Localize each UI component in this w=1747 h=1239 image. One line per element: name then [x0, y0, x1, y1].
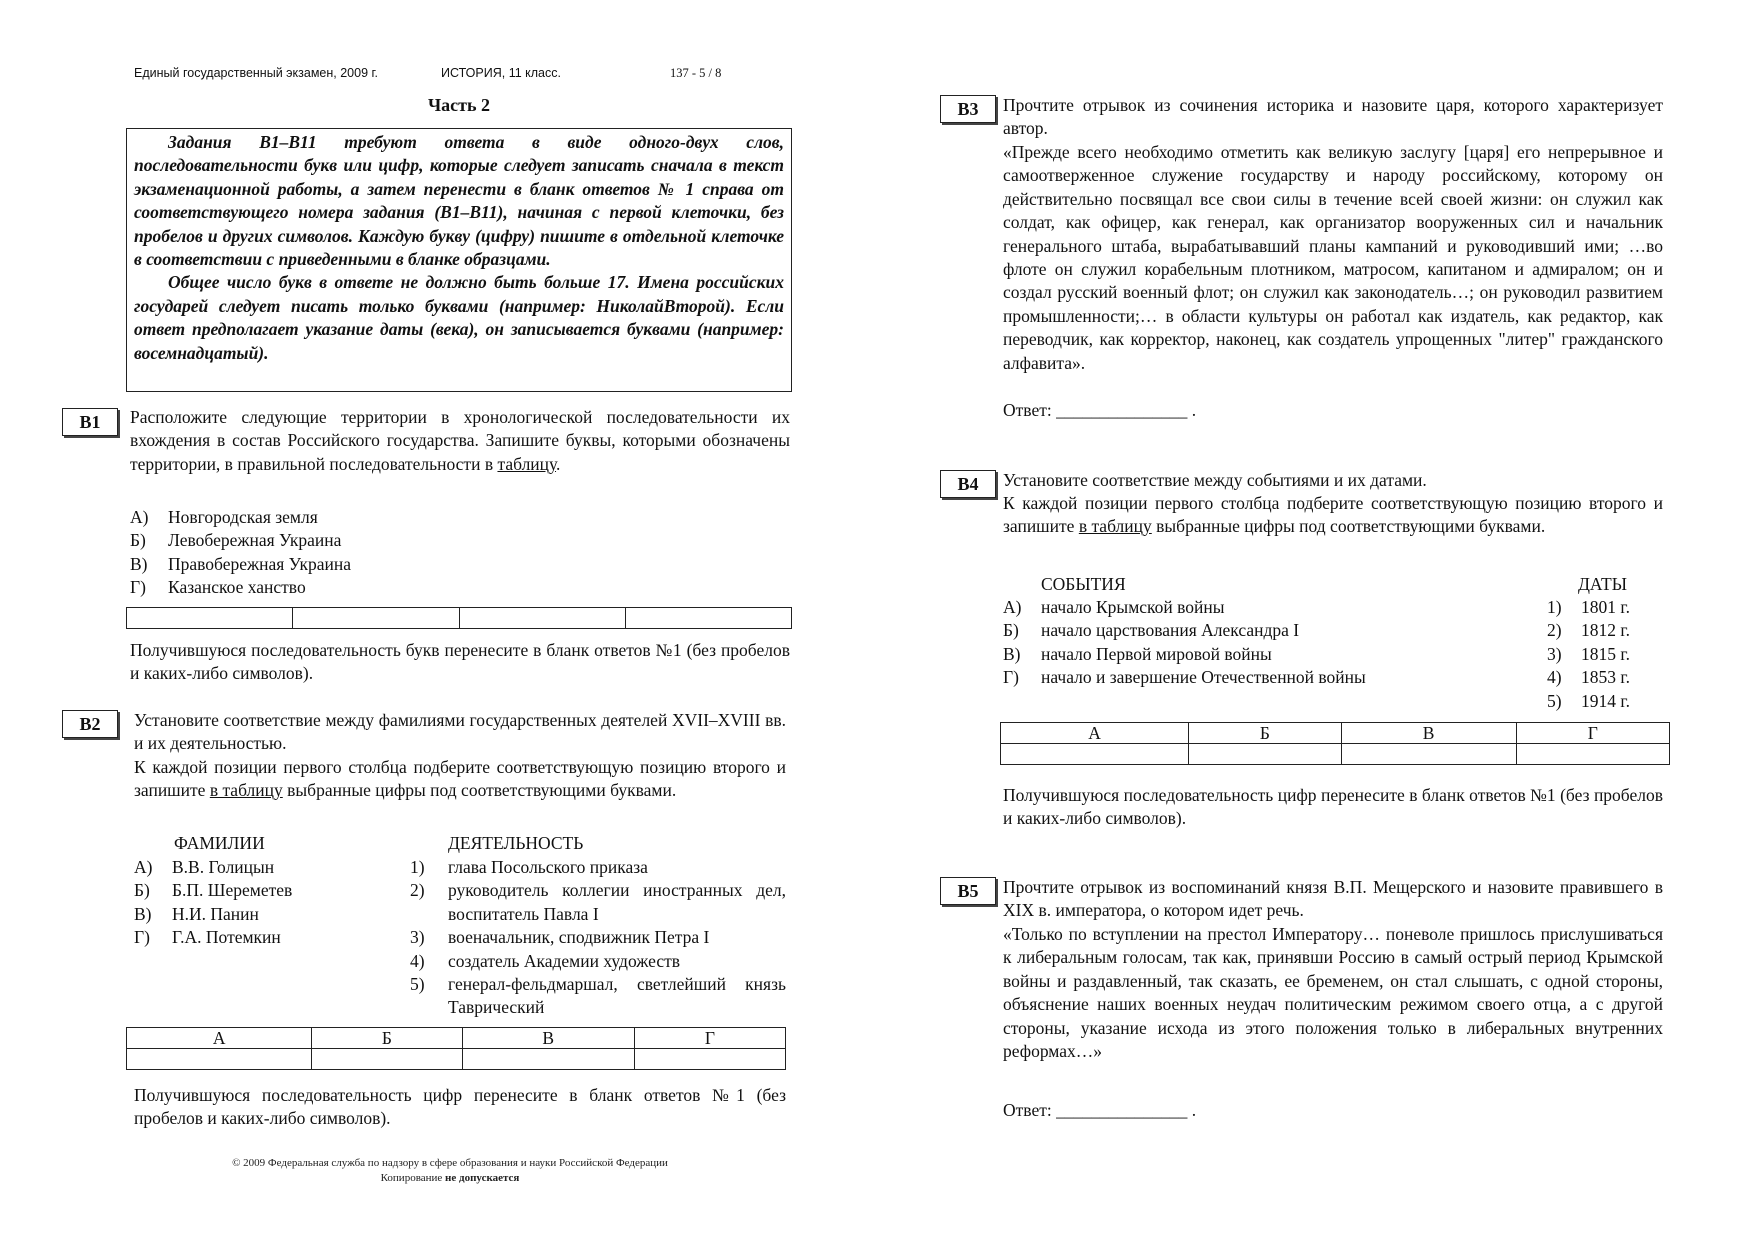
item-value: создатель Академии художеств — [448, 950, 681, 971]
header-page: 137 - 5 / 8 — [670, 66, 722, 80]
b4-instructions — [1003, 492, 1663, 539]
list-item — [1547, 596, 1667, 619]
item-value: 1801 г. — [1581, 597, 1630, 617]
answer-cell[interactable] — [634, 1049, 785, 1070]
item-key: 1) — [410, 857, 425, 877]
b2-table-link: в таблицу — [209, 780, 283, 801]
answer-cell[interactable] — [293, 608, 459, 629]
b2-names — [134, 856, 394, 950]
answer-cell[interactable] — [1189, 744, 1342, 765]
answer-cell[interactable] — [1341, 744, 1516, 765]
item-key: 5) — [410, 974, 425, 995]
list-item — [130, 553, 730, 576]
b1-text-end: . — [556, 453, 561, 474]
item-key: Г) — [1003, 667, 1019, 688]
b2-intro: Установите соответствие между фамилиями государственных деятелей XVII–XVIII вв. и их деятельностью. — [134, 710, 786, 754]
list-item — [410, 973, 786, 1020]
b5-intro: Прочтите отрывок из воспоминаний князя В.П. Мещерского и назовите правившего в XIX в. императора, о котором идет речь. — [1003, 877, 1663, 921]
b1-items — [130, 506, 730, 600]
item-key: 4) — [1547, 667, 1562, 688]
item-value: генерал-фельдмаршал, светлейший князь Таврический — [448, 974, 786, 1018]
list-item — [134, 903, 394, 926]
list-item — [130, 506, 730, 529]
item-key: Г) — [134, 927, 150, 948]
task-label-b3: В3 — [940, 95, 996, 123]
list-item — [130, 576, 730, 599]
item-value: руководитель коллегии иностранных дел, воспитатель Павла I — [448, 880, 786, 924]
b4-instr-text-end: выбранные цифры под соответствующими буквами. — [1151, 516, 1546, 537]
b4-col2-heading: ДАТЫ — [1578, 574, 1627, 594]
b2-instr-text-end: выбранные цифры под соответствующими буквами. — [282, 780, 677, 801]
b2-instructions — [134, 756, 786, 803]
part-title: Часть 2 — [427, 95, 491, 115]
list-item — [1003, 596, 1483, 619]
b3-answer — [1003, 399, 1196, 422]
table-header: В — [462, 1028, 634, 1049]
answer-cell[interactable] — [625, 608, 791, 629]
item-value: В.В. Голицын — [172, 857, 275, 877]
list-item — [410, 950, 786, 973]
item-key: 1) — [1547, 597, 1562, 617]
list-item — [134, 856, 394, 879]
item-key: Г) — [130, 577, 146, 598]
instructions-box — [126, 128, 792, 392]
b1-answer-table — [126, 607, 792, 629]
instructions-para-1: Задания В1–В11 требуют ответа в виде одного-двух слов, последовательности букв или цифр, которые следует записать сначала в текст экзаменационной работы, а затем перенести в бланк ответов № 1 справа от соответствующего номера задания (В1–В11), начиная с первой клеточки, без пробелов и других символов. Каждую букву (цифру) пишите в отдельной клеточке в соответствии с приведенными в бланке образцами. — [134, 132, 784, 270]
item-key: Б) — [130, 530, 146, 551]
item-value: 1812 г. — [1581, 620, 1630, 641]
item-value: Г.А. Потемкин — [172, 927, 281, 948]
task-label-b1: В1 — [62, 408, 118, 436]
answer-cell[interactable] — [127, 608, 293, 629]
list-item — [410, 926, 786, 949]
b4-intro: Установите соответствие между событиями и их датами. — [1003, 470, 1427, 490]
item-value: начало Первой мировой войны — [1041, 643, 1272, 664]
b2-answer-table — [126, 1027, 786, 1070]
b1-question — [130, 406, 790, 476]
b3-quote: «Прежде всего необходимо отметить как великую заслугу [царя] его непрерывное и самоотверженное служение государству и народу российскому, которому он действительно посвящал все свои силы в течение всей своей жизни: он служил как солдат, как офицер, как генерал, как организатор вооруженных сил и начальник генерального штаба, вырабатывавший планы кампаний и руководивший ими; …во флоте он служил корабельным плотником, матросом, капитаном и адмиралом; он и создал русский военный флот; он служил как законодатель…; он руководил развитием промышленности;… в области культуры он работал как издатель, как редактор, как переводчик, как корректор, наконец, как создатель упрощенных "литер" гражданского алфавита». — [1003, 142, 1663, 373]
item-value: начало и завершение Отечественной войны — [1041, 667, 1366, 688]
b3-intro: Прочтите отрывок из сочинения историка и назовите царя, которого характеризует автор. — [1003, 95, 1663, 139]
b2-note: Получившуюся последовательность цифр перенесите в бланк ответов №1 (без пробелов и каких-либо символов). — [134, 1085, 786, 1129]
task-label-b2: В2 — [62, 710, 118, 738]
item-key: 2) — [1547, 620, 1562, 641]
item-value: Н.И. Панин — [172, 903, 259, 924]
list-item — [1003, 643, 1483, 666]
table-header: Г — [634, 1028, 785, 1049]
answer-field[interactable]: _______________ . — [1056, 400, 1197, 420]
footer-text: Копирование — [380, 1172, 446, 1184]
item-value: Левобережная Украина — [168, 530, 342, 551]
list-item — [1547, 643, 1667, 666]
list-item — [130, 529, 730, 552]
list-item — [1547, 619, 1667, 642]
b4-note: Получившуюся последовательность цифр перенесите в бланк ответов №1 (без пробелов и каких-либо символов). — [1003, 785, 1663, 829]
b5-quote: «Только по вступлении на престол Императору… поневоле пришлось прислушиваться к либеральным голосам, так как, принявши Россию в самый острый период Крымской войны и раздавленный, так сказать, ее бременем, он стал слышать, с одной стороны, объяснение наших военных неудач политическим режимом своего отца, а с другой стороны, указание исхода из этого положения только в либеральных внутренних реформах…» — [1003, 924, 1663, 1062]
item-value: Б.П. Шереметев — [172, 880, 293, 901]
table-header: Б — [1189, 723, 1342, 744]
b4-table-link: в таблицу — [1078, 516, 1152, 537]
item-key: 2) — [410, 880, 425, 901]
b1-text: Расположите следующие территории в хронологической последовательности их вхождения в состав Российского государства. Запишите буквы, которыми обозначены территории, в правильной последовательности в — [130, 407, 790, 474]
list-item — [1547, 666, 1667, 689]
item-value: 1853 г. — [1581, 667, 1630, 688]
b1-table-link: таблицу — [497, 453, 557, 474]
answer-cell[interactable] — [1001, 744, 1189, 765]
item-key: В) — [1003, 643, 1021, 664]
answer-cell[interactable] — [462, 1049, 634, 1070]
item-key: 4) — [410, 950, 425, 971]
item-key: Б) — [1003, 620, 1019, 641]
b5-answer — [1003, 1099, 1196, 1122]
item-key: Б) — [134, 880, 150, 901]
item-value: глава Посольского приказа — [448, 857, 648, 877]
footer-copyright: © 2009 Федеральная служба по надзору в сфере образования и науки Российской Федерации — [232, 1157, 668, 1169]
item-key: В) — [134, 903, 152, 924]
item-value: Правобережная Украина — [168, 553, 352, 574]
footer-bold: не допускается — [445, 1172, 520, 1184]
list-item — [410, 879, 786, 926]
b2-activities — [410, 856, 786, 1020]
table-header: Б — [312, 1028, 462, 1049]
b4-answer-table — [1000, 722, 1670, 765]
footer-copy-note — [170, 1171, 730, 1185]
list-item — [1003, 666, 1483, 689]
b4-col1-heading: СОБЫТИЯ — [1041, 574, 1126, 594]
answer-label: Ответ: — [1003, 400, 1052, 420]
answer-cell[interactable] — [1516, 744, 1669, 765]
b4-dates — [1547, 596, 1667, 713]
answer-label: Ответ: — [1003, 1100, 1052, 1120]
answer-field[interactable]: _______________ . — [1056, 1100, 1197, 1120]
b2-col2-heading: ДЕЯТЕЛЬНОСТЬ — [448, 833, 584, 853]
answer-cell[interactable] — [459, 608, 625, 629]
table-header: В — [1341, 723, 1516, 744]
item-value: Новгородская земля — [168, 507, 318, 527]
item-value: военачальник, сподвижник Петра I — [448, 927, 710, 948]
item-key: А) — [134, 857, 153, 877]
item-key: 5) — [1547, 690, 1562, 711]
list-item — [134, 879, 394, 902]
item-value: начало Крымской войны — [1041, 597, 1225, 617]
header-exam: Единый государственный экзамен, 2009 г. — [134, 66, 379, 80]
table-header: А — [127, 1028, 312, 1049]
b2-col1-heading: ФАМИЛИИ — [174, 833, 265, 853]
answer-cell[interactable] — [127, 1049, 312, 1070]
b4-instr-text: К каждой позиции первого столбца подберите соответствующую позицию второго и запишите — [1003, 493, 1663, 537]
list-item — [134, 926, 394, 949]
b2-instr-text: К каждой позиции первого столбца подберите соответствующую позицию второго и запишите — [134, 757, 786, 801]
item-value: 1914 г. — [1581, 690, 1630, 711]
task-label-b5: В5 — [940, 877, 996, 905]
header-subject: ИСТОРИЯ, 11 класс. — [441, 66, 561, 80]
list-item — [1003, 619, 1483, 642]
answer-cell[interactable] — [312, 1049, 462, 1070]
item-value: начало царствования Александра I — [1041, 620, 1300, 641]
item-key: А) — [1003, 597, 1022, 617]
item-key: 3) — [1547, 643, 1562, 664]
item-key: А) — [130, 507, 149, 527]
table-header: А — [1001, 723, 1189, 744]
table-header: Г — [1516, 723, 1669, 744]
instructions-para-2: Общее число букв в ответе не должно быть больше 17. Имена российских государей следует писать только буквами (например: НиколайВторой). Если ответ предполагает указание даты (века), он записывается буквами (например: восемнадцатый). — [134, 272, 784, 363]
list-item — [410, 856, 786, 879]
item-key: 3) — [410, 927, 425, 948]
b1-note: Получившуюся последовательность букв перенесите в бланк ответов №1 (без пробелов и каких-либо символов). — [130, 640, 790, 684]
item-key: В) — [130, 553, 148, 574]
list-item — [1547, 690, 1667, 713]
b4-events — [1003, 596, 1483, 690]
item-value: Казанское ханство — [168, 577, 306, 598]
task-label-b4: В4 — [940, 470, 996, 498]
item-value: 1815 г. — [1581, 643, 1630, 664]
